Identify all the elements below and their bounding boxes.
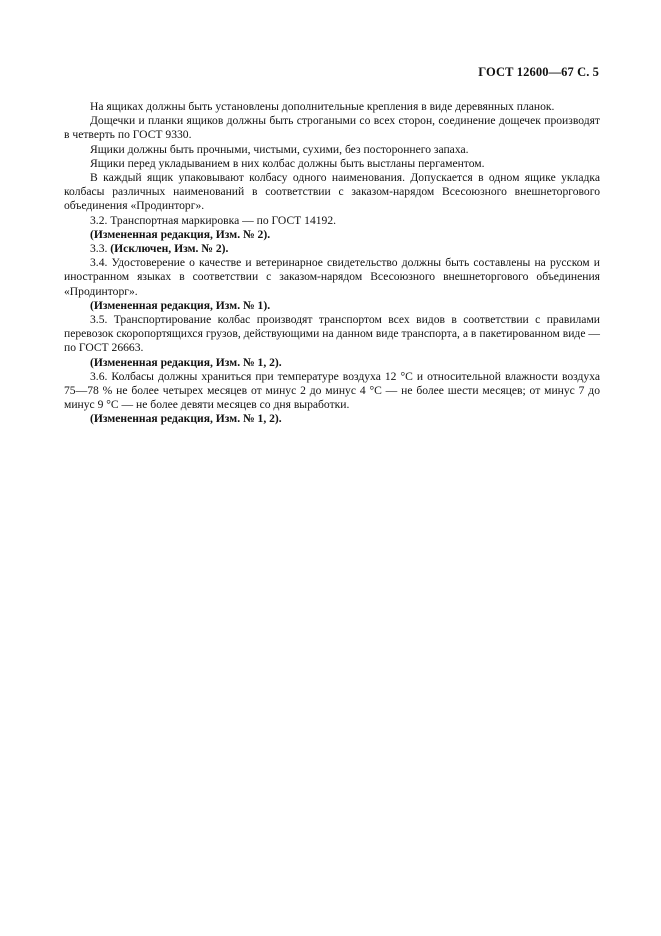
paragraph-3-6: 3.6. Колбасы должны храниться при температуре воздуха 12 °С и относительной влажности воздуха 75—78 % не более четырех месяцев от минус 2 до минус 4 °С — не более шести месяцев; от минус 7 до минус 9 °С — не более девяти месяцев со дня выработки.: [64, 369, 600, 412]
paragraph-3-5: 3.5. Транспортирование колбас производят транспортом всех видов в соответствии с правилами перевозок скоропортящихся грузов, действующими на данном виде транспорта, а в пакетированном виде — по ГОСТ 26663.: [64, 313, 600, 355]
amendment-note: (Измененная редакция, Изм. № 1, 2).: [90, 355, 282, 369]
paragraph-3-4: 3.4. Удостоверение о качестве и ветеринарное свидетельство должны быть составлены на русском и иностранном языках в соответствии с заказом-нарядом Всесоюзного внешнеторгового объединения «Продинторг».: [64, 256, 600, 298]
excluded-note: (Исключен, Изм. № 2).: [110, 242, 229, 256]
paragraph-boxes-clean: Ящики должны быть прочными, чистыми, сухими, без постороннего запаха.: [90, 142, 469, 156]
page-header: ГОСТ 12600—67 С. 5: [478, 65, 599, 79]
amendment-note: (Измененная редакция, Изм. № 1, 2).: [90, 412, 282, 426]
paragraph-3-3: [64, 242, 600, 256]
amendment-note: (Измененная редакция, Изм. № 2).: [90, 227, 271, 241]
clause-number: 3.3.: [90, 242, 108, 256]
amendment-note: (Измененная редакция, Изм. № 1).: [90, 298, 271, 312]
paragraph-parchment: Ящики перед укладыванием в них колбас должны быть выстланы пергаментом.: [90, 156, 485, 170]
paragraph-packing: В каждый ящик упаковывают колбасу одного наименования. Допускается в одном ящике укладка колбасы различных наименований в соответствии с заказом-нарядом Всесоюзного внешнеторгового объединения «Продинторг».: [64, 171, 600, 213]
paragraph-planks: На ящиках должны быть установлены дополнительные крепления в виде деревянных планок.: [90, 100, 555, 113]
paragraph-3-2: 3.2. Транспортная маркировка — по ГОСТ 14192.: [90, 213, 337, 227]
document-body: [64, 100, 600, 427]
paragraph-boards: Дощечки и планки ящиков должны быть строгаными со всех сторон, соединение дощечек производят в четверть по ГОСТ 9330.: [64, 114, 600, 142]
